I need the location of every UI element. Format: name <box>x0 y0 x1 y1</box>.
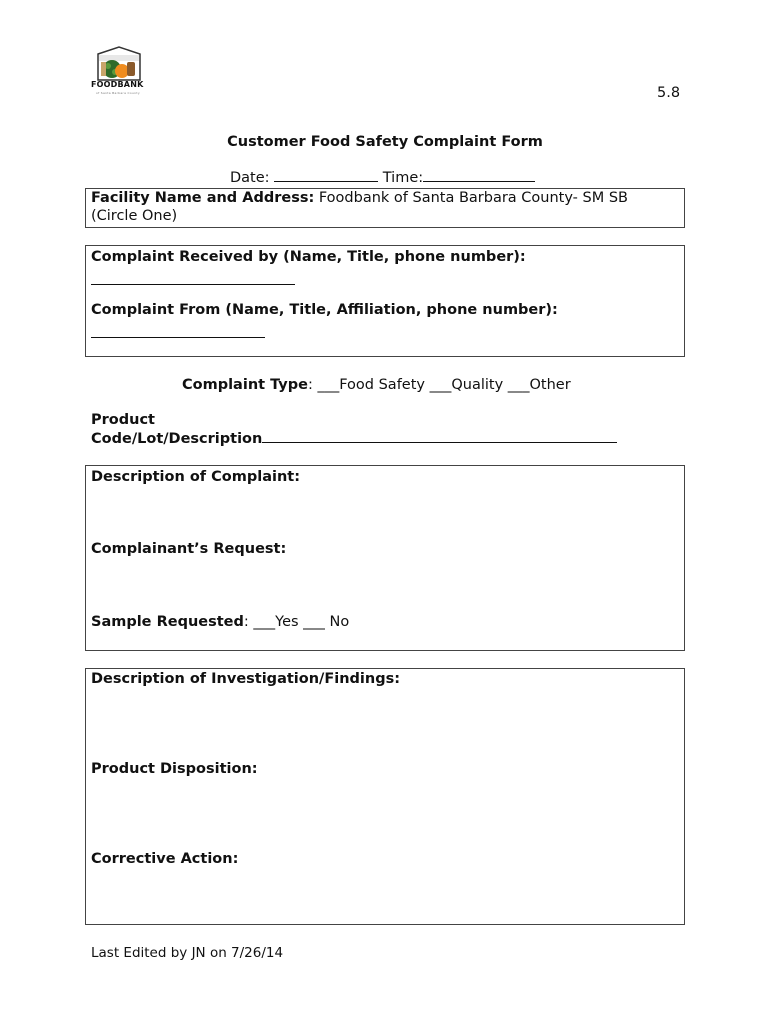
product-field[interactable] <box>262 442 617 443</box>
request-label: Complainant’s Request: <box>91 541 287 557</box>
logo-subtext: of Santa Barbara County <box>96 91 140 95</box>
date-time-row <box>230 170 535 186</box>
facility-label: Facility Name and Address: <box>91 190 315 206</box>
complaint-type-label: Complaint Type <box>182 377 308 393</box>
form-title: Customer Food Safety Complaint Form <box>227 134 543 150</box>
product-label-line2: Code/Lot/Description <box>91 431 263 447</box>
option-quality[interactable]: ___Quality <box>429 377 504 393</box>
option-food-safety[interactable]: ___Food Safety <box>317 377 425 393</box>
complaint-from-field[interactable] <box>91 324 265 338</box>
footer-note: Last Edited by JN on 7/26/14 <box>91 945 284 961</box>
investigation-box <box>85 668 685 925</box>
corrective-label: Corrective Action: <box>91 851 239 867</box>
date-label: Date: <box>230 170 270 186</box>
page-number: 5.8 <box>657 85 681 101</box>
facility-note: (Circle One) <box>91 208 178 224</box>
time-field[interactable] <box>423 181 535 182</box>
sample-colon: : <box>243 614 249 630</box>
option-other[interactable]: ___Other <box>507 377 571 393</box>
product-row <box>91 431 617 447</box>
disposition-label: Product Disposition: <box>91 761 258 777</box>
facility-line <box>91 190 681 206</box>
received-by-label: Complaint Received by (Name, Title, phone number): <box>91 249 526 265</box>
description-label: Description of Complaint: <box>91 469 301 485</box>
facility-value: Foodbank of Santa Barbara County- SM SB <box>318 190 629 206</box>
complaint-from-label: Complaint From (Name, Title, Affiliation, phone number): <box>91 302 558 318</box>
product-label-line1: Product <box>91 412 155 428</box>
sample-row <box>91 614 349 630</box>
date-field[interactable] <box>274 181 378 182</box>
sample-label: Sample Requested <box>91 614 244 630</box>
sample-options[interactable]: ___Yes ___ No <box>253 614 350 630</box>
logo-text: FOODBANK <box>91 80 144 89</box>
investigation-label: Description of Investigation/Findings: <box>91 671 401 687</box>
received-by-field[interactable] <box>91 270 295 285</box>
complaint-type-row <box>182 377 571 393</box>
foodbank-logo <box>90 46 148 98</box>
complaint-type-colon: : <box>307 377 313 393</box>
time-label: Time: <box>382 170 424 186</box>
